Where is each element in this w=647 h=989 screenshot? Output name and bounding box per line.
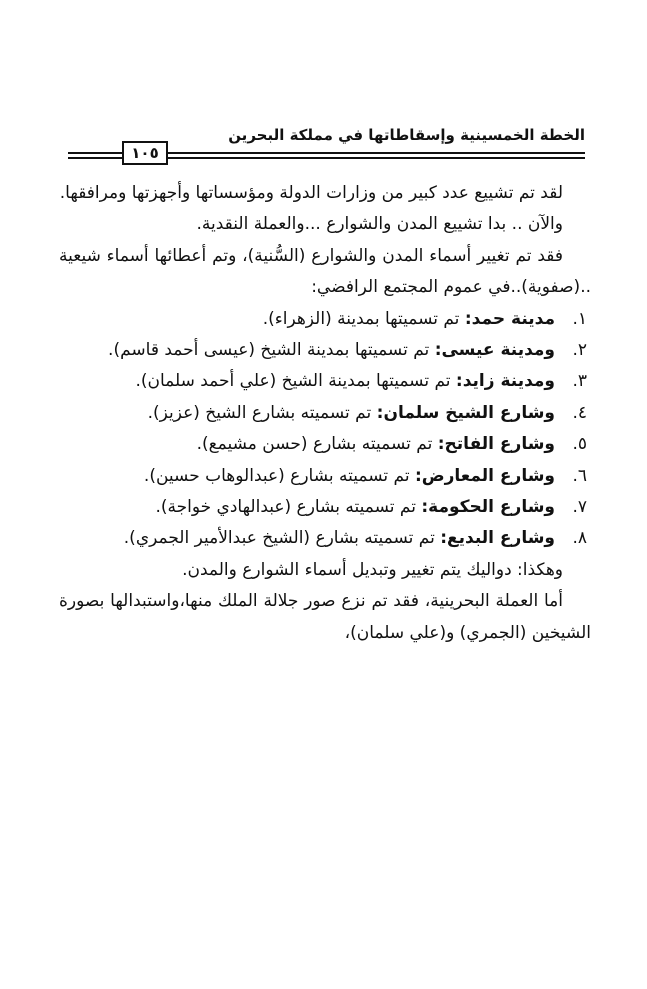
list-item-label: ومدينة عيسى: — [434, 340, 555, 361]
list-item-number: ١. — [572, 308, 587, 329]
paragraph-5: أما العملة البحرينية، فقد تم نزع صور جلالة الملك منها،واستبدالها بصورة الشيخين (الجمري) و(علي سلمان)، — [59, 591, 591, 643]
running-header-title: الخطة الخمسينية وإسقاطاتها في مملكة البحرين — [228, 126, 585, 144]
list-item-text: تم تسميتها بمدينة الشيخ (عيسى أحمد قاسم). — [108, 340, 430, 361]
list-item — [59, 398, 591, 429]
list-item-number: ٥. — [572, 434, 587, 455]
list-item — [59, 366, 591, 397]
paragraph-3: فقد تم تغيير أسماء المدن والشوارع (السُّنية)، وتم أعطائها أسماء شيعية ..(صفوية)..في عموم المجتمع الرافضي: — [59, 245, 591, 298]
list-item-number: ٣. — [572, 371, 587, 392]
list-item-text: تم تسميته بشارع الشيخ (عزيز). — [147, 402, 372, 423]
paragraph-4: وهكذا: دواليك يتم تغيير وتبديل أسماء الشوارع والمدن. — [182, 559, 563, 580]
paragraph-1: لقد تم تشييع عدد كبير من وزارات الدولة ومؤسساتها وأجهزتها ومرافقها. — [59, 183, 563, 203]
list-item-label: وشارع الشيخ سلمان: — [376, 402, 555, 423]
list-item-number: ٤. — [572, 402, 587, 423]
list-item-label: ومدينة زايد: — [455, 371, 555, 392]
list-item-label: وشارع المعارض: — [414, 465, 555, 486]
list-item-text: تم تسميتها بمدينة الشيخ (علي أحمد سلمان). — [135, 371, 451, 392]
list-item — [59, 461, 591, 492]
list-item-number: ٨. — [572, 528, 587, 549]
list-item-number: ٧. — [572, 497, 587, 518]
paragraph-2: والآن .. بدا تشييع المدن والشوارع ...والعملة النقدية. — [196, 214, 563, 235]
list-item-text: تم تسميته بشارع (حسن مشيمع). — [196, 434, 433, 455]
list-item-label: وشارع الحكومة: — [421, 497, 555, 518]
list-item-label: وشارع الفاتح: — [437, 434, 555, 455]
list-item-text: تم تسميته بشارع (عبدالوهاب حسين). — [143, 465, 410, 486]
page-number: ١٠٥ — [122, 141, 168, 165]
list-item-text: تم تسميته بشارع (عبدالهادي خواجة). — [155, 497, 416, 518]
list-item — [59, 429, 591, 460]
list-item-label: وشارع البديع: — [440, 528, 555, 549]
list-item-text: تم تسميتها بمدينة (الزهراء). — [262, 308, 460, 329]
list-item — [59, 304, 591, 335]
list-item — [59, 492, 591, 523]
header-double-rule-left — [68, 152, 122, 159]
header-double-rule — [104, 152, 585, 159]
list-item-text: تم تسميته بشارع (الشيخ عبدالأمير الجمري). — [123, 528, 435, 549]
list-item-number: ٢. — [572, 340, 587, 361]
list-item — [59, 335, 591, 366]
list-item-number: ٦. — [572, 465, 587, 486]
list-item-label: مدينة حمد: — [464, 308, 555, 329]
list-item — [59, 523, 591, 554]
body-text — [59, 178, 591, 649]
